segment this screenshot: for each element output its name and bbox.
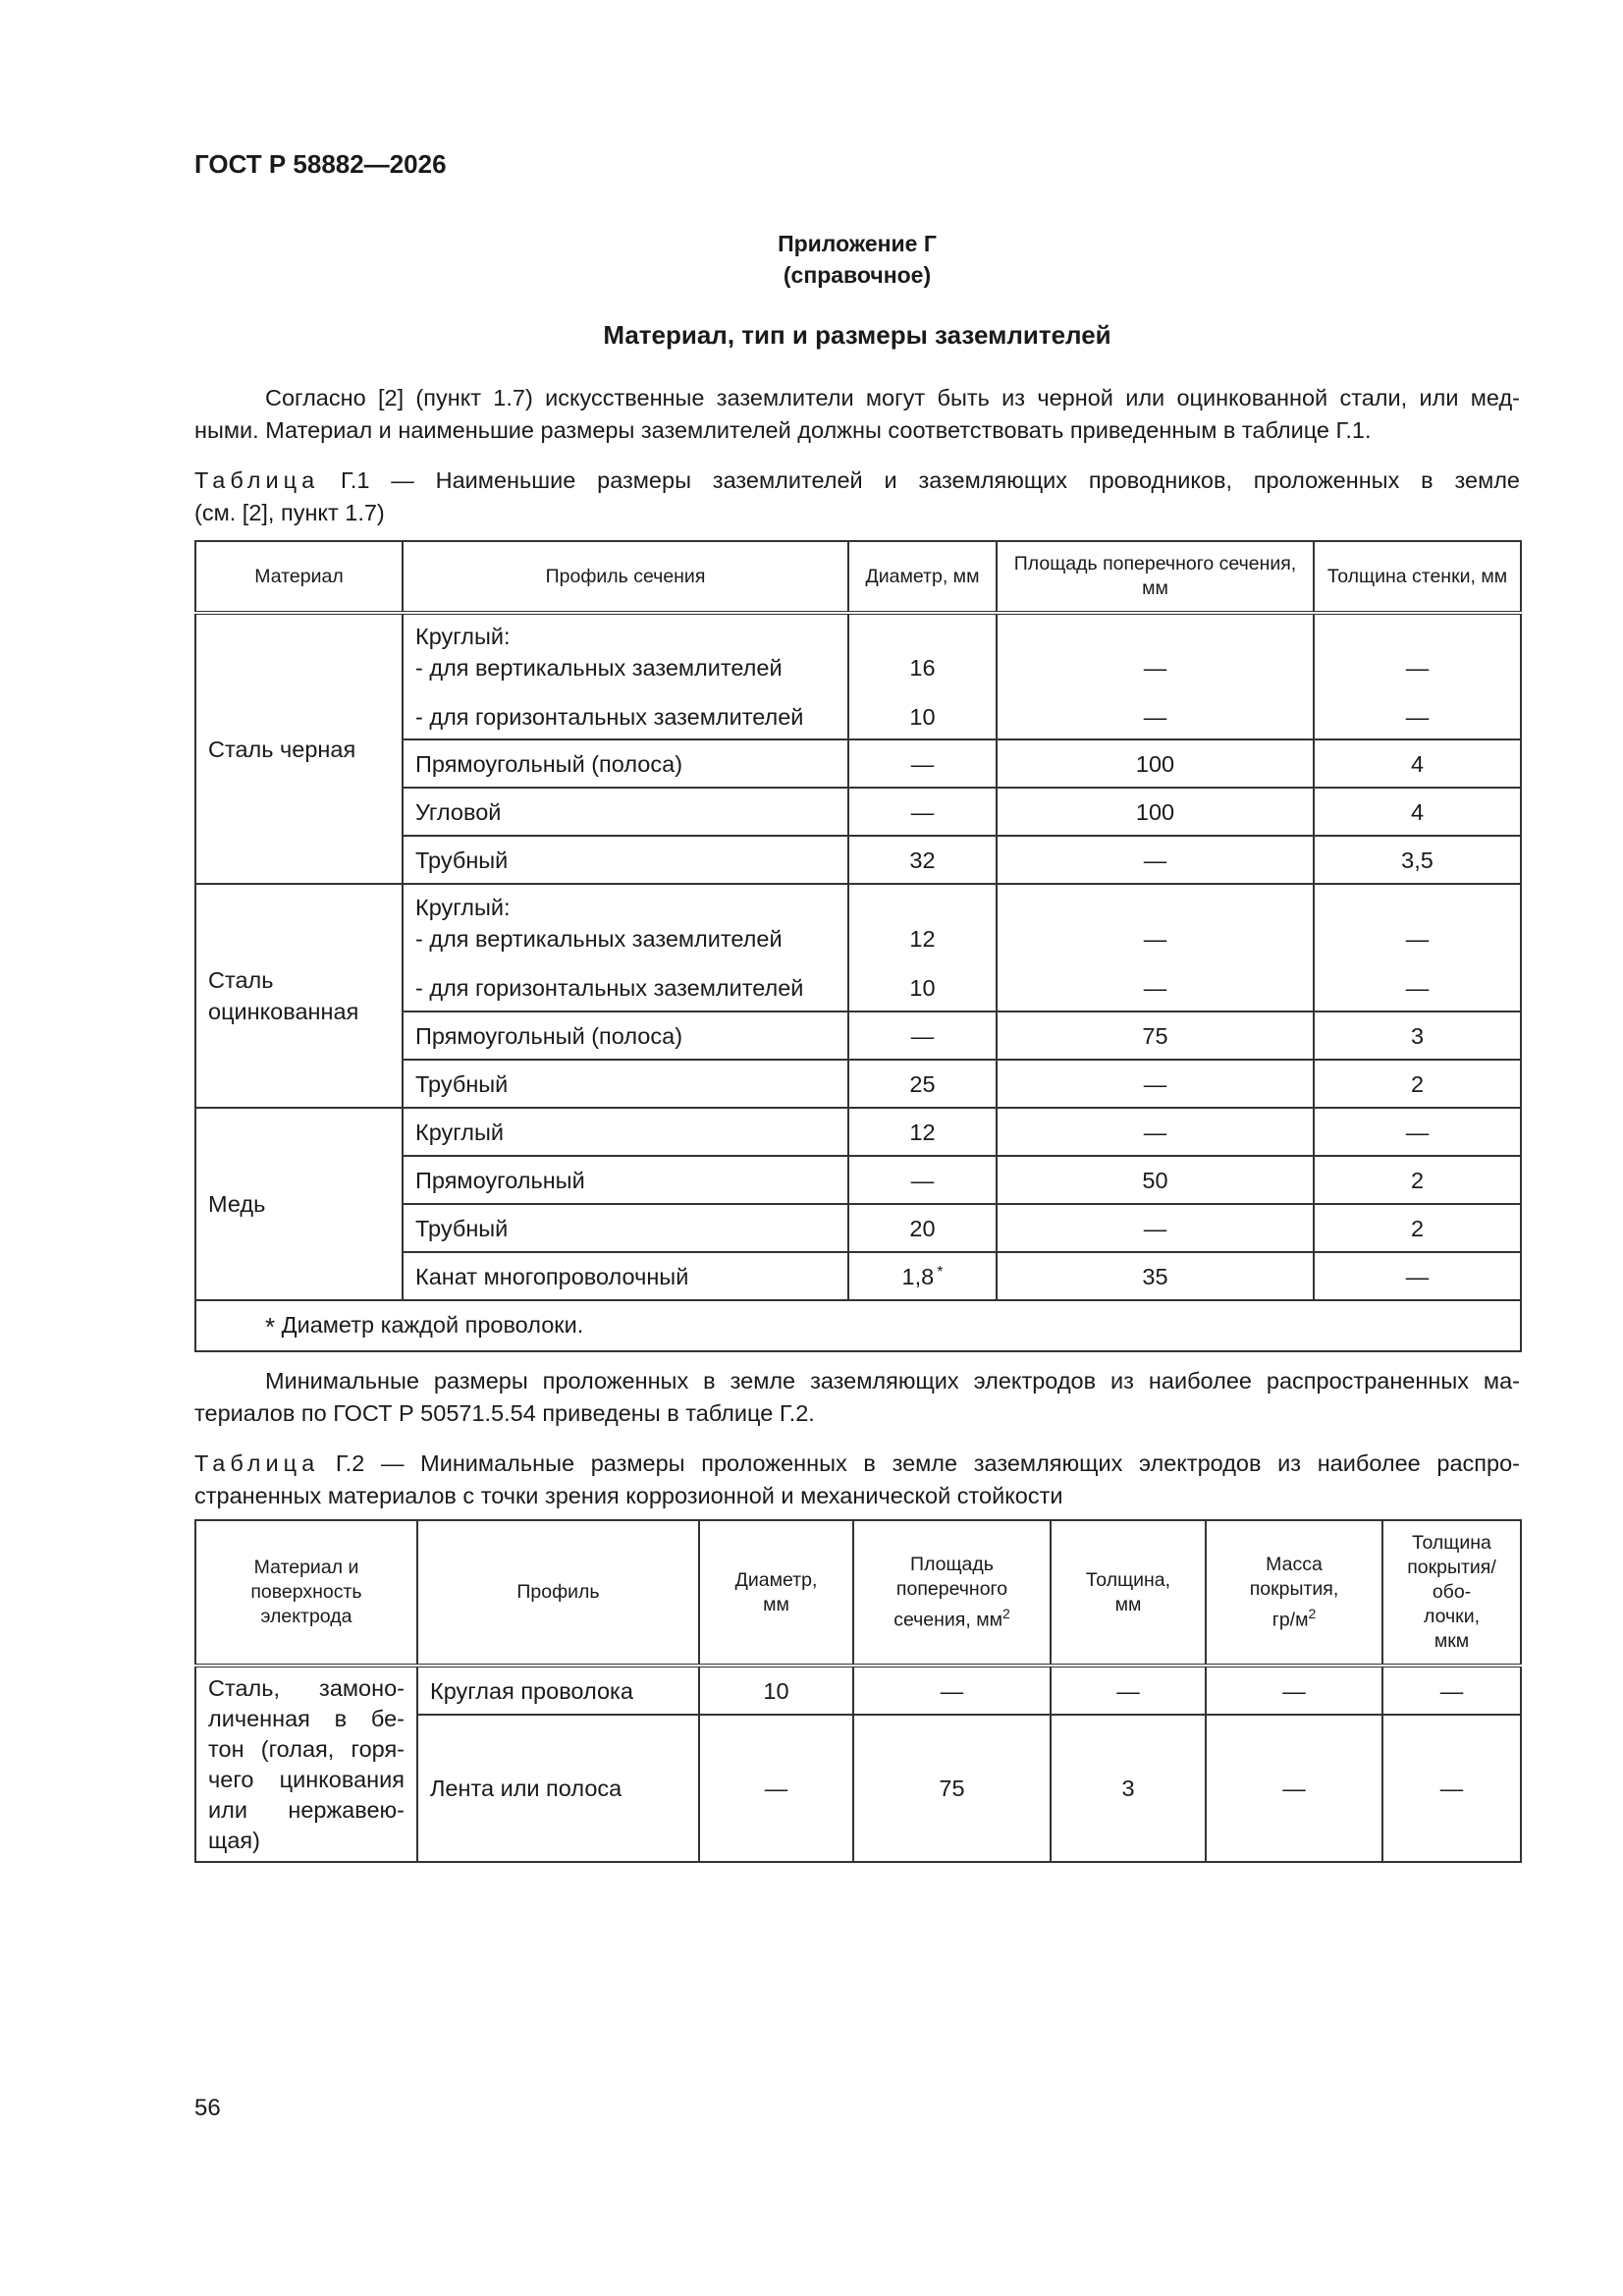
table-row <box>195 1666 1521 1715</box>
diameter-cell: — <box>848 739 997 788</box>
table-g1 <box>194 540 1522 1352</box>
area-cell: 75 <box>997 1011 1314 1060</box>
table-row <box>195 1108 1521 1156</box>
diameter-cell: — <box>699 1715 853 1862</box>
diameter-cell: 25 <box>848 1060 997 1108</box>
diameter-cell: 12 <box>848 1108 997 1156</box>
diameter-cell: — <box>848 1156 997 1204</box>
table-g2 <box>194 1519 1522 1863</box>
diameter-cell: 1,8 * <box>848 1252 997 1300</box>
diameter-cell: 10 <box>699 1666 853 1715</box>
profile-cell: Круглая проволока <box>417 1666 699 1715</box>
footnote-mark: * <box>937 1263 944 1281</box>
profile-cell: Трубный <box>403 1204 848 1252</box>
material-cell: Сталь черная <box>195 613 403 884</box>
profile-cell: Канат многопроволочный <box>403 1252 848 1300</box>
area-cell: 100 <box>997 739 1314 788</box>
area-cell: 75 <box>853 1715 1051 1862</box>
wall-cell: 2 <box>1314 1060 1521 1108</box>
note-text: Диаметр каждой проволоки. <box>281 1312 584 1338</box>
appendix-label: Приложение Г <box>778 231 937 256</box>
diameter-cell: — <box>848 788 997 836</box>
wall-cell: 3,5 <box>1314 836 1521 884</box>
standard-header: ГОСТ Р 58882—2026 <box>194 149 447 179</box>
area-cell: 100 <box>997 788 1314 836</box>
table2-caption-lead: Таблица <box>194 1450 320 1476</box>
profile-cell: Лента или полоса <box>417 1715 699 1862</box>
profile-cell: Угловой <box>403 788 848 836</box>
area-cell: — <box>997 1060 1314 1108</box>
table-header-row <box>195 1520 1521 1666</box>
header-profile: Профиль <box>417 1520 699 1666</box>
middle-paragraph <box>194 1365 1520 1430</box>
header-mass: Масса покрытия, $гр/м^2$ <box>1206 1520 1382 1666</box>
diameter-cell: 20 <box>848 1204 997 1252</box>
profile-cell: Круглый: - для вертикальных заземлителей - для горизонтальных заземлителей <box>403 884 848 1011</box>
header-diameter: Диаметр, мм <box>699 1520 853 1666</box>
diameter-cell: 32 <box>848 836 997 884</box>
header-thickness: Толщина, мм <box>1051 1520 1206 1666</box>
thickness-cell: 3 <box>1051 1715 1206 1862</box>
area-cell: — — <box>997 884 1314 1011</box>
diameter-cell: 12 10 <box>848 884 997 1011</box>
wall-cell: 4 <box>1314 788 1521 836</box>
area-cell: 50 <box>997 1156 1314 1204</box>
table1-caption-text: Г.1 — Наименьшие размеры заземлителей и заземляющих проводников, проложенных в земле <box>341 467 1521 493</box>
page-number: 56 <box>194 2095 221 2121</box>
appendix-type: (справочное) <box>783 262 932 288</box>
area-cell: — <box>853 1666 1051 1715</box>
area-cell: — <box>997 836 1314 884</box>
profile-cell: Прямоугольный <box>403 1156 848 1204</box>
header-material: Материал и поверхность электрода <box>195 1520 417 1666</box>
table2-caption <box>194 1448 1520 1512</box>
area-cell: — <box>997 1204 1314 1252</box>
profile-cell: Трубный <box>403 1060 848 1108</box>
material-cell: Сталь, замоно- личенная в бе- тон (голая, горя- чего цинкования или нержавею- щая) <box>195 1666 417 1862</box>
note-star: * <box>265 1312 276 1341</box>
middle-line-1: Минимальные размеры проложенных в земле заземляющих электродов из наиболее распространенных ма- <box>265 1368 1520 1394</box>
wall-cell: 2 <box>1314 1156 1521 1204</box>
material-cell: Сталь оцинкованная <box>195 884 403 1108</box>
intro-paragraph <box>194 382 1520 447</box>
table-header-row <box>195 541 1521 613</box>
table1-caption <box>194 465 1520 529</box>
header-material: Материал <box>195 541 403 613</box>
table2-caption-text: Г.2 — Минимальные размеры проложенных в земле заземляющих электродов из наиболее распро- <box>335 1450 1520 1476</box>
wall-cell: — <box>1314 1252 1521 1300</box>
mass-cell: — <box>1206 1715 1382 1862</box>
wall-cell: — — <box>1314 884 1521 1011</box>
wall-cell: — <box>1314 1108 1521 1156</box>
table2-caption-line2: страненных материалов с точки зрения коррозионной и механической стойкости <box>194 1483 1063 1508</box>
wall-cell: 4 <box>1314 739 1521 788</box>
diameter-cell: 16 10 <box>848 613 997 739</box>
coating-cell: — <box>1382 1666 1521 1715</box>
header-profile: Профиль сечения <box>403 541 848 613</box>
profile-cell: Круглый <box>403 1108 848 1156</box>
diameter-cell: — <box>848 1011 997 1060</box>
wall-cell: — — <box>1314 613 1521 739</box>
wall-cell: 2 <box>1314 1204 1521 1252</box>
profile-cell: Прямоугольный (полоса) <box>403 1011 848 1060</box>
area-cell: — — <box>997 613 1314 739</box>
intro-line-2: ными. Материал и наименьшие размеры заземлителей должны соответствовать приведенным в таблице Г.1. <box>194 417 1372 443</box>
material-cell: Медь <box>195 1108 403 1300</box>
profile-cell: Круглый: - для вертикальных заземлителей - для горизонтальных заземлителей <box>403 613 848 739</box>
profile-cell: Трубный <box>403 836 848 884</box>
area-cell: 35 <box>997 1252 1314 1300</box>
document-title: Материал, тип и размеры заземлителей <box>603 320 1111 350</box>
table1-caption-lead: Таблица <box>194 467 320 493</box>
table-row <box>195 884 1521 1011</box>
header-diameter: Диаметр, мм <box>848 541 997 613</box>
thickness-cell: — <box>1051 1666 1206 1715</box>
wall-cell: 3 <box>1314 1011 1521 1060</box>
coating-cell: — <box>1382 1715 1521 1862</box>
table1-caption-line2: (см. [2], пункт 1.7) <box>194 500 385 525</box>
header-coating: Толщина покрытия/ обо- лочки, мкм <box>1382 1520 1521 1666</box>
table-row <box>195 613 1521 739</box>
mass-cell: — <box>1206 1666 1382 1715</box>
area-cell: — <box>997 1108 1314 1156</box>
header-wall: Толщина стенки, мм <box>1314 541 1521 613</box>
intro-line-1: Согласно [2] (пункт 1.7) искусственные заземлители могут быть из черной или оцинкованной стали, или мед- <box>265 385 1520 410</box>
table-note-row <box>195 1300 1521 1351</box>
middle-line-2: териалов по ГОСТ Р 50571.5.54 приведены в таблице Г.2. <box>194 1400 815 1426</box>
profile-cell: Прямоугольный (полоса) <box>403 739 848 788</box>
header-area: Площадь поперечного сечения, $мм^2$ <box>853 1520 1051 1666</box>
table-note <box>195 1300 1521 1351</box>
header-area: Площадь поперечного сечения, мм <box>997 541 1314 613</box>
appendix-heading <box>194 228 1520 291</box>
